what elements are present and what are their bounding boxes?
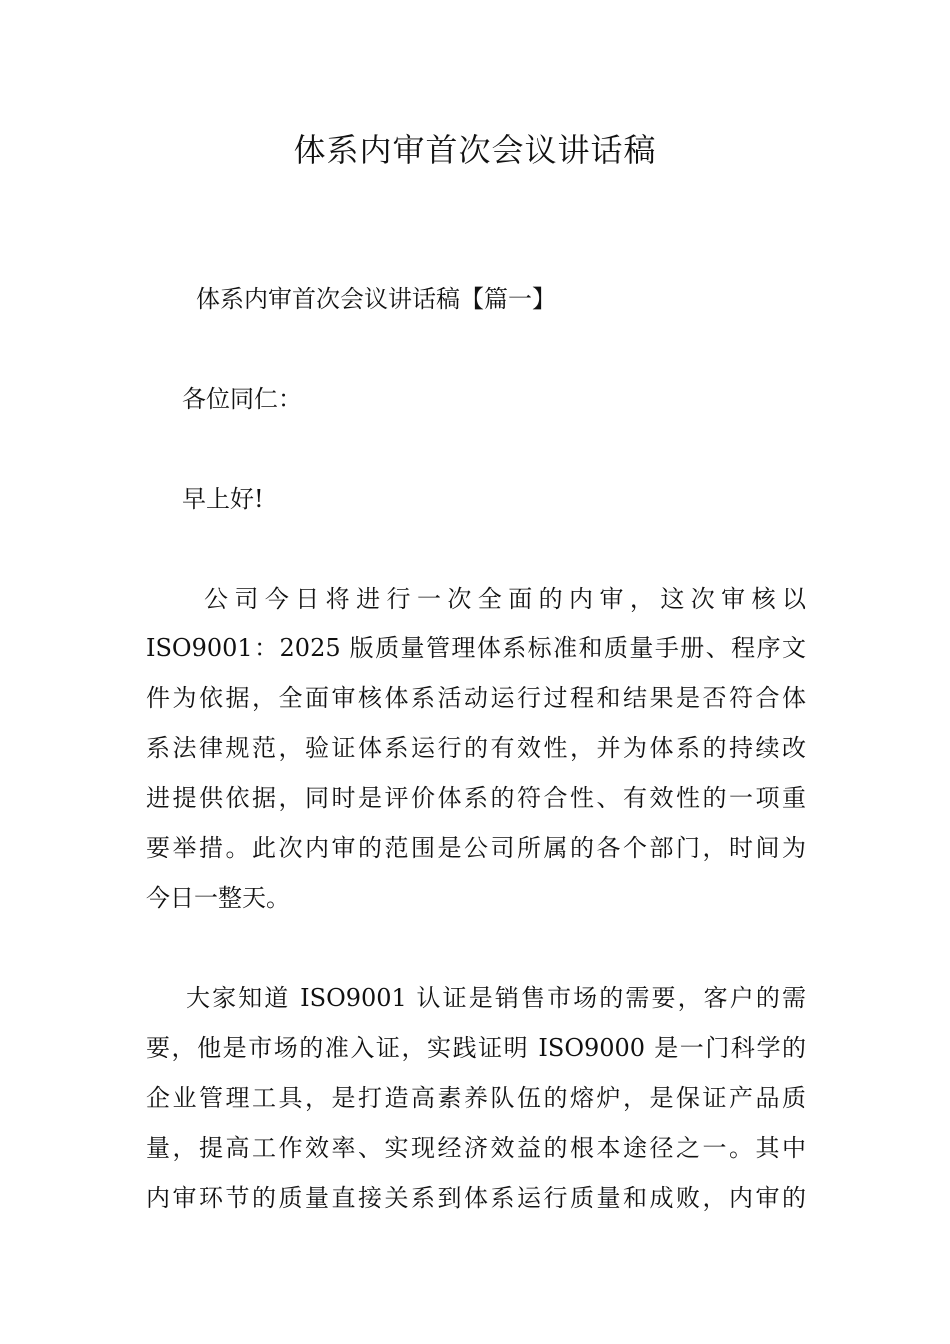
paragraph-1-line-7: 今日一整天。 <box>146 884 290 912</box>
paragraph-1-line-1: 公司今日将进行一次全面的内审，这次审核以 <box>204 585 806 613</box>
document-title: 体系内审首次会议讲话稿 <box>293 131 657 169</box>
salutation: 各位同仁： <box>182 385 302 413</box>
paragraph-1-line-3: 件为依据，全面审核体系活动运行过程和结果是否符合体 <box>146 684 806 712</box>
paragraph-1-line-2: ISO9001：2025 版质量管理体系标准和质量手册、程序文 <box>146 634 806 662</box>
paragraph-2-line-5: 内审环节的质量直接关系到体系运行质量和成败，内审的 <box>146 1184 806 1212</box>
paragraph-1-line-6: 要举措。此次内审的范围是公司所属的各个部门，时间为 <box>146 834 806 862</box>
paragraph-2-line-2: 要，他是市场的准入证，实践证明 ISO9000 是一门科学的 <box>146 1034 806 1062</box>
paragraph-2-line-1: 大家知道 ISO9001 认证是销售市场的需要，客户的需 <box>186 984 806 1012</box>
paragraph-2-line-3: 企业管理工具，是打造高素养队伍的熔炉，是保证产品质 <box>146 1084 806 1112</box>
paragraph-1-line-4: 系法律规范，验证体系运行的有效性，并为体系的持续改 <box>146 734 806 762</box>
paragraph-2-line-4: 量，提高工作效率、实现经济效益的根本途径之一。其中 <box>146 1134 806 1162</box>
section-heading: 体系内审首次会议讲话稿【篇一】 <box>196 285 556 313</box>
paragraph-1-line-5: 进提供依据，同时是评价体系的符合性、有效性的一项重 <box>146 784 806 812</box>
greeting: 早上好! <box>182 485 264 513</box>
